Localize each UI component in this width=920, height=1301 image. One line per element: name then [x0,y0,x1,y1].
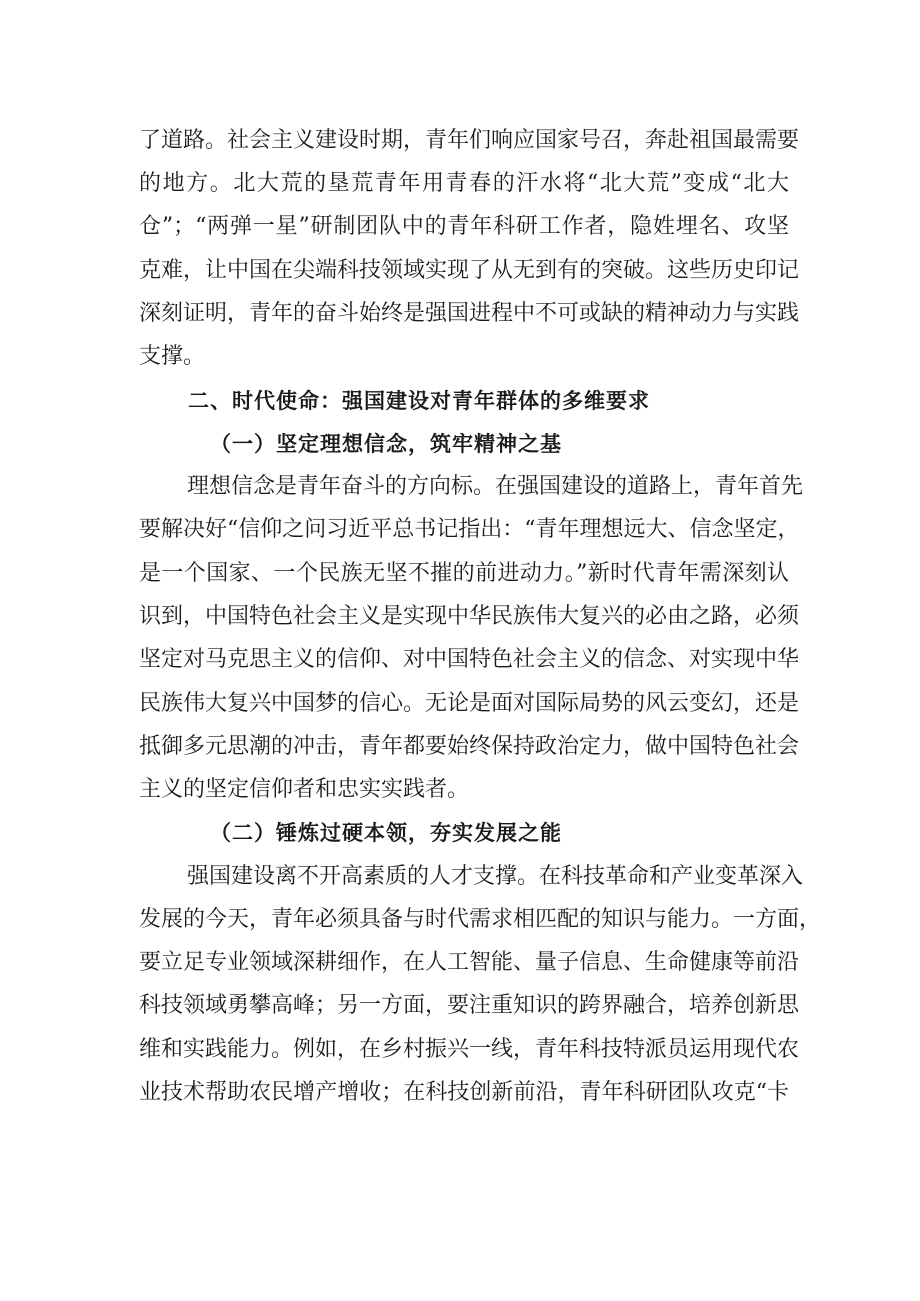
paragraph-line: 强国建设离不开高素质的人才支撑。在科技革命和产业变革深入 [187,864,804,889]
paragraph-line: 深刻证明，青年的奋斗始终是强国进程中不可或缺的精神动力与实践 [139,301,800,326]
paragraph-line: 克难，让中国在尖端科技领域实现了从无到有的突破。这些历史印记 [139,258,800,283]
paragraph-line: 业技术帮助农民增产增收；在科技创新前沿，青年科研团队攻克“卡 [139,1080,789,1105]
paragraph-line: 的地方。北大荒的垦荒青年用青春的汗水将“北大荒”变成“北大 [139,171,789,196]
paragraph-line: 抵御多元思潮的冲击，青年都要始终保持政治定力，做中国特色社会 [139,734,800,759]
paragraph-line: 要立足专业领域深耕细作，在人工智能、量子信息、生命健康等前沿 [139,950,800,975]
paragraph-line: 仓”；“两弹一星”研制团队中的青年科研工作者，隐姓埋名、攻坚 [139,214,789,239]
section-heading: 二、时代使命：强国建设对青年群体的多维要求 [188,389,650,413]
sub-heading: （二）锤炼过硬本领，夯实发展之能 [210,821,562,845]
paragraph-line: 民族伟大复兴中国梦的信心。无论是面对国际局势的风云变幻，还是 [139,691,800,716]
sub-heading: （一）坚定理想信念，筑牢精神之基 [210,432,562,456]
paragraph-line: 是一个国家、一个民族无坚不摧的前进动力。”新时代青年需深刻认 [139,561,789,586]
paragraph-line: 识到，中国特色社会主义是实现中华民族伟大复兴的必由之路，必须 [139,604,800,629]
paragraph-line: 发展的今天，青年必须具备与时代需求相匹配的知识与能力。一方面， [139,907,822,932]
paragraph-line: 坚定对马克思主义的信仰、对中国特色社会主义的信念、对实现中华 [139,647,800,672]
paragraph-line: 维和实践能力。例如，在乡村振兴一线，青年科技特派员运用现代农 [139,1037,800,1062]
paragraph-line: 要解决好“信仰之问习近平总书记指出：“青年理想远大、信念坚定， [139,517,800,542]
paragraph-line: 支撑。 [139,344,206,369]
paragraph-line: 主义的坚定信仰者和忠实实践者。 [139,777,470,802]
paragraph-line: 了道路。社会主义建设时期，青年们响应国家号召，奔赴祖国最需要 [139,128,800,153]
paragraph-line: 理想信念是青年奋斗的方向标。在强国建设的道路上，青年首先 [187,474,804,499]
paragraph-line: 科技领域勇攀高峰；另一方面，要注重知识的跨界融合，培养创新思 [139,993,800,1018]
